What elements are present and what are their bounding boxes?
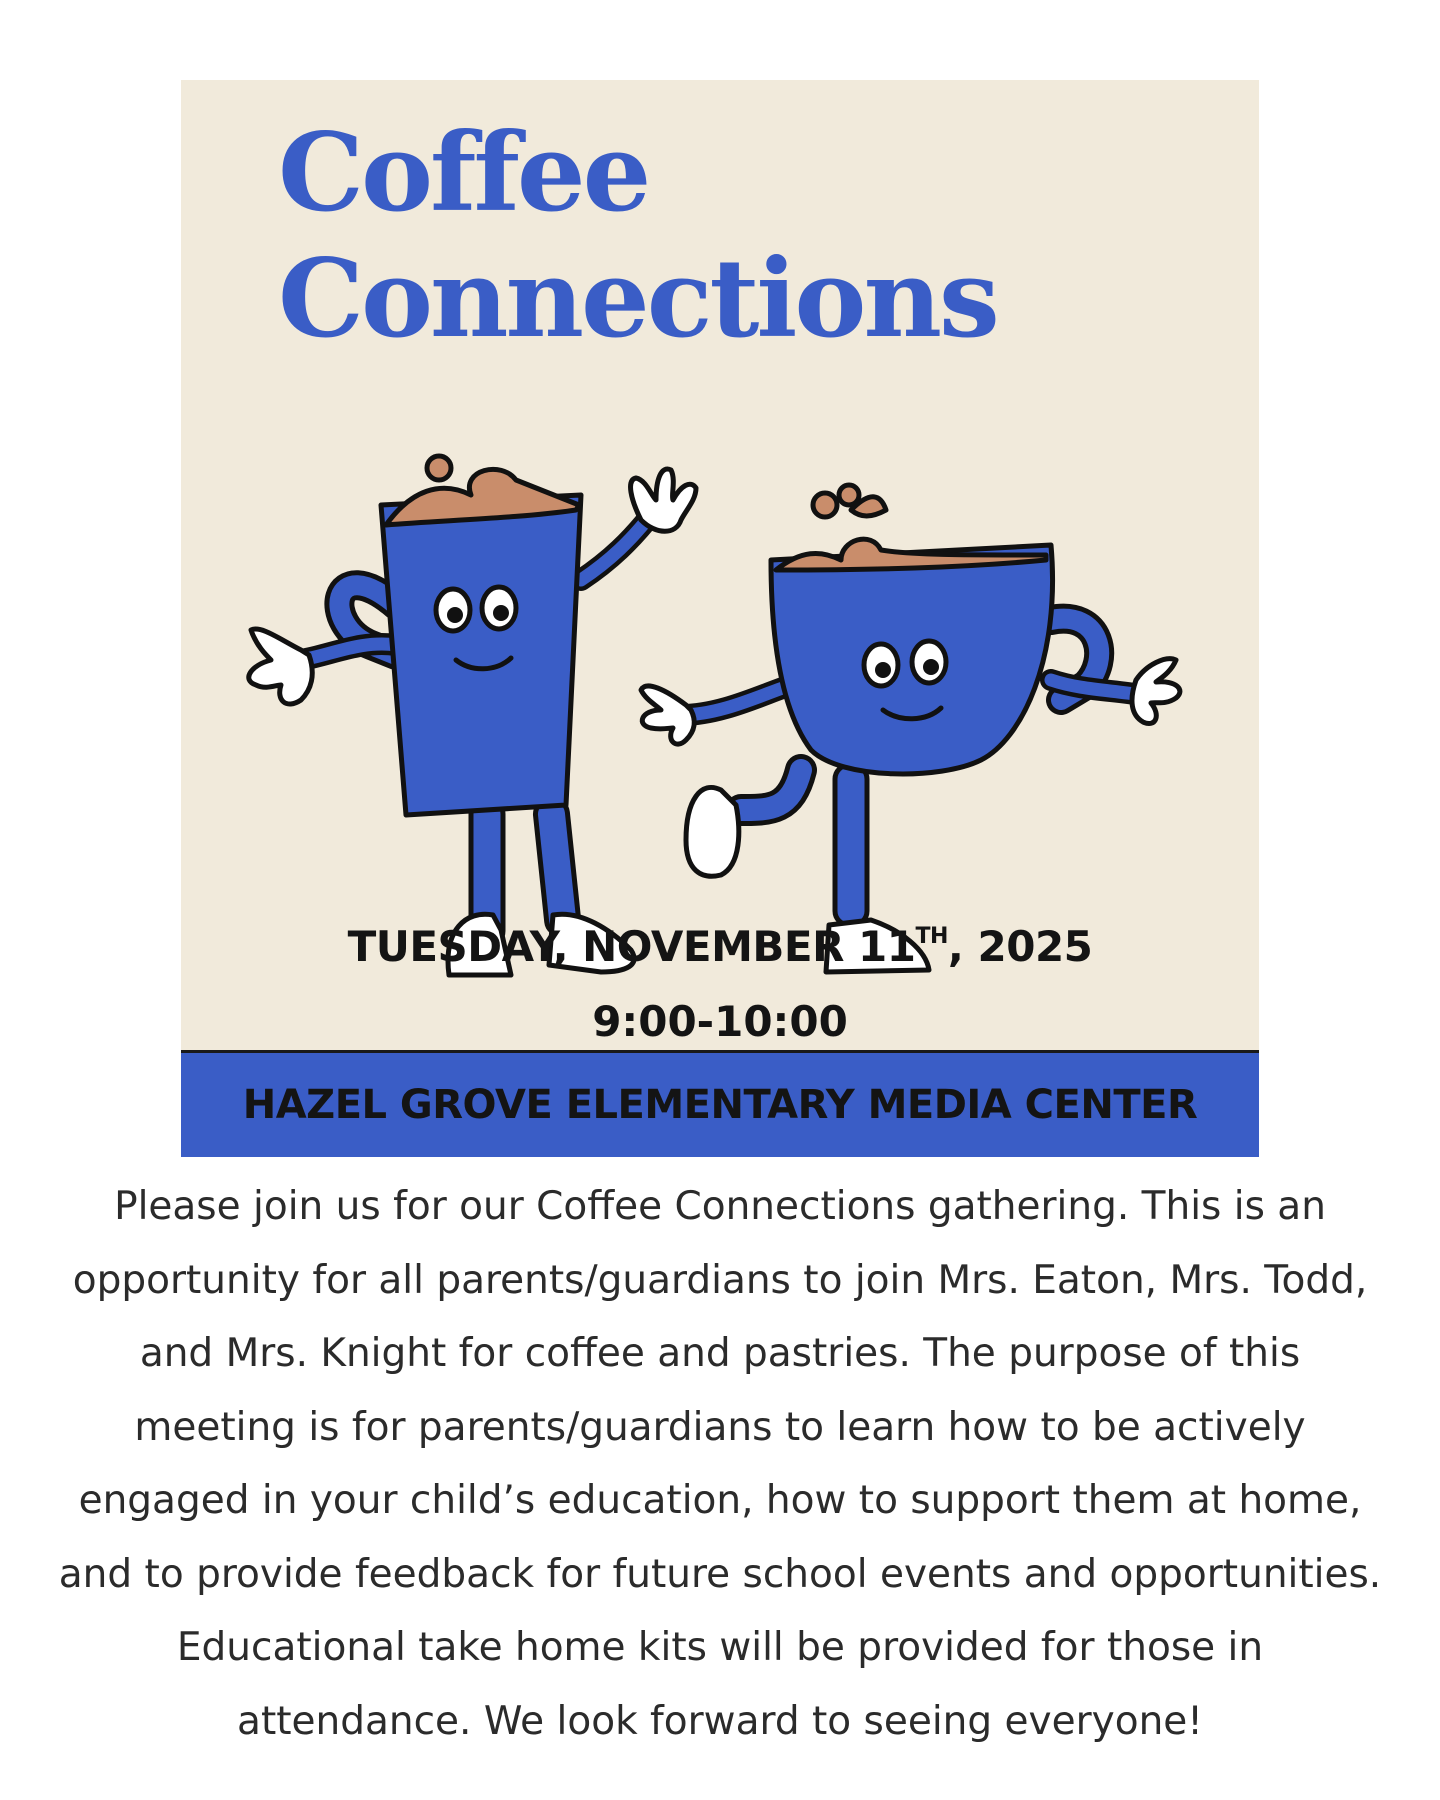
- event-date: [181, 922, 1259, 971]
- title-line-2: Connections: [278, 236, 997, 362]
- event-description: [0, 1170, 1440, 1758]
- description-line: Educational take home kits will be provided for those in: [176, 1625, 1264, 1670]
- title-line-1: Coffee: [278, 110, 649, 236]
- description-line: meeting is for parents/guardians to learn how to be actively: [134, 1404, 1306, 1450]
- event-date-year: , 2025: [947, 922, 1093, 971]
- event-time: 9:00-10:00: [592, 997, 848, 1046]
- event-location: HAZEL GROVE ELEMENTARY MEDIA CENTER: [242, 1082, 1198, 1128]
- event-date-main: TUESDAY, NOVEMBER 11: [347, 922, 916, 971]
- description-line: and to provide feedback for future school events and opportunities.: [58, 1551, 1382, 1597]
- description-line: and Mrs. Knight for coffee and pastries. The purpose of this: [139, 1331, 1301, 1376]
- coffee-mugs-illustration: [181, 410, 1259, 980]
- coffee-mug-character-icon: [249, 456, 696, 975]
- description-line: Please join us for our Coffee Connections gathering. This is an: [114, 1184, 1326, 1229]
- event-poster: [181, 80, 1259, 1157]
- location-banner: [181, 1050, 1259, 1157]
- coffee-mug-character-icon: [641, 485, 1180, 972]
- description-line: opportunity for all parents/guardians to join Mrs. Eaton, Mrs. Todd,: [72, 1257, 1368, 1303]
- description-line: engaged in your child’s education, how to support them at home,: [78, 1478, 1362, 1523]
- poster-title: [278, 110, 997, 362]
- description-line: attendance. We look forward to seeing everyone!: [237, 1698, 1203, 1744]
- event-date-suffix: TH: [915, 924, 948, 949]
